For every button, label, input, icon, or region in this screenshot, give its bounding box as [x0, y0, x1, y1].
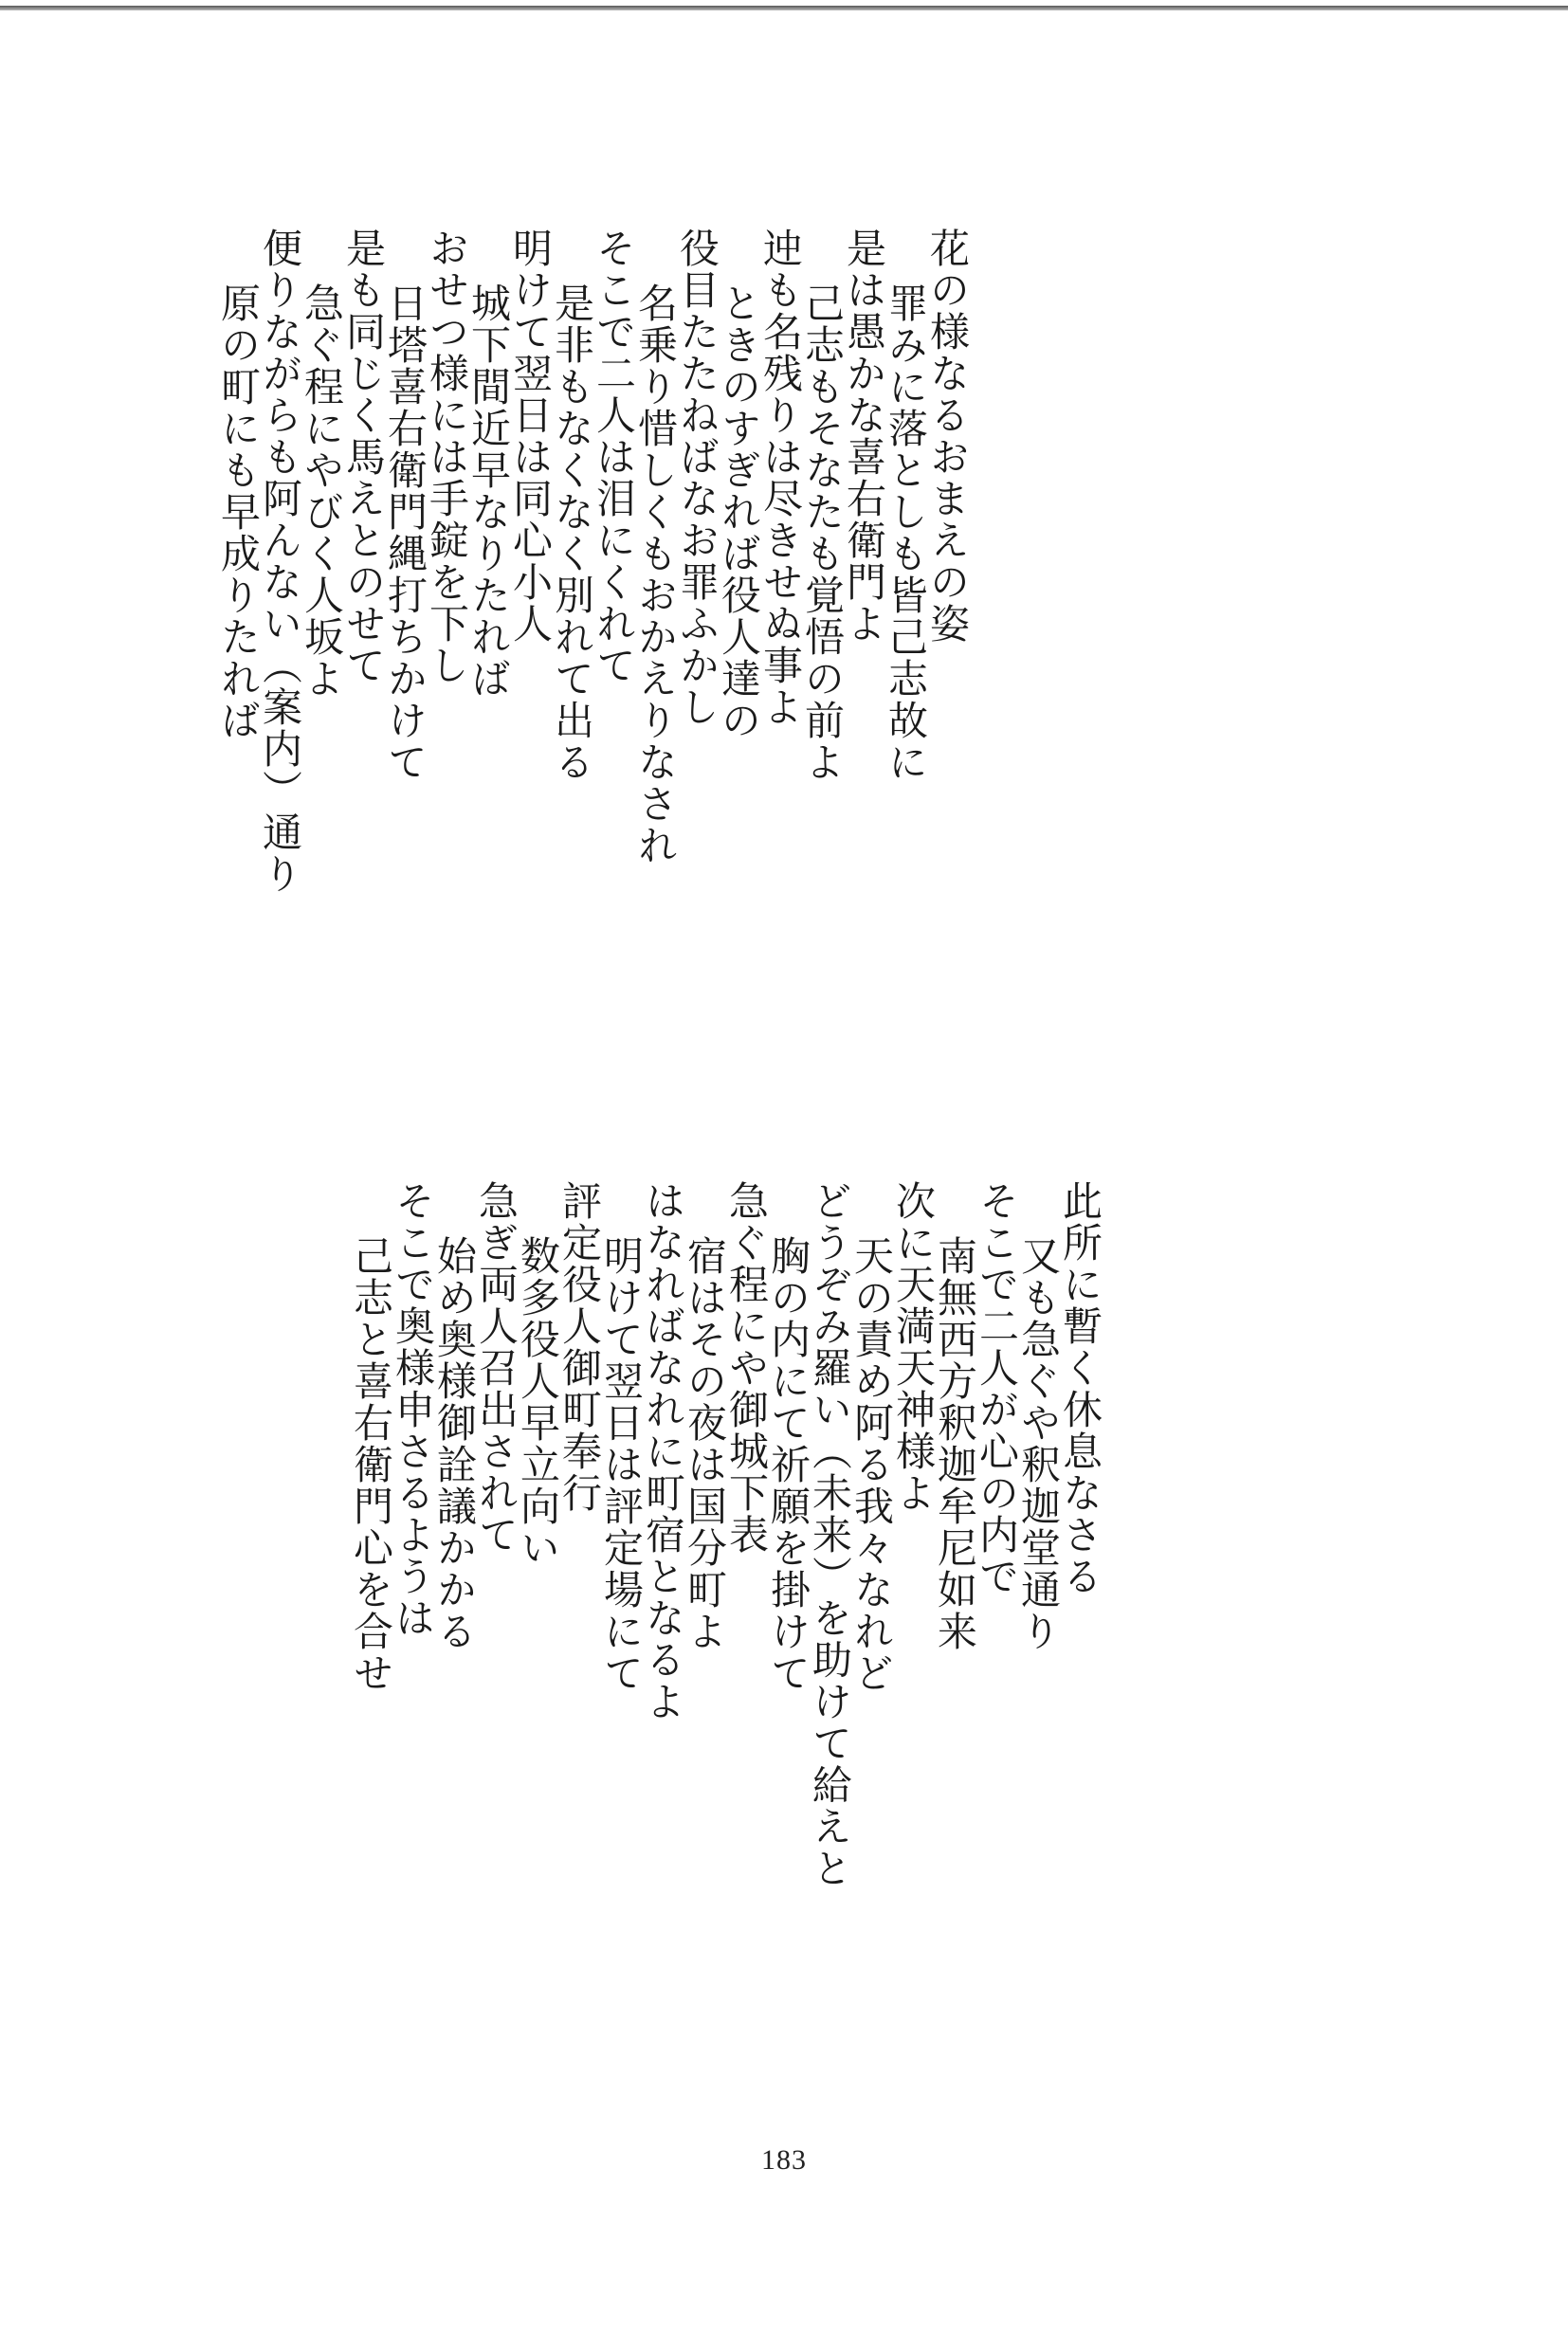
verse-line: そこで二人が心の内で [974, 1180, 1020, 1597]
verse-line: 役目たたねばなお罪ふかし [674, 228, 720, 728]
verse-line: 数多役人早立向い [515, 1235, 561, 1569]
verse-line: 己志と喜右衛門心を合せ [348, 1235, 394, 1694]
verse-line: 花の様なるおまえの姿 [924, 228, 971, 645]
verse-line: 是も同じく馬えとのせて [340, 228, 387, 686]
verse-line: 南無西方釈迦牟尼如来 [932, 1235, 978, 1652]
verse-line: 急ぐ程にやびく人坂よ [299, 282, 345, 700]
verse-line: 名乗り惜しくもおかえりなされ [632, 282, 679, 866]
verse-line: 又も急ぐや釈迦堂通り [1015, 1235, 1062, 1652]
verse-line: 始め奥様御詮議かかる [431, 1235, 478, 1652]
verse-line: 評定役人御町奉行 [556, 1180, 603, 1514]
top-rule [0, 6, 1568, 10]
verse-line: そこで奥様申さるようは [390, 1180, 436, 1639]
verse-line: 天の責め阿る我々なれど [848, 1235, 895, 1694]
verse-line: 此所に暫く休息なさる [1057, 1180, 1103, 1597]
stanza-upper [215, 228, 971, 948]
verse-line: 便りながらも阿んない（案内）通り [257, 228, 303, 895]
verse-line: 明けて翌日は同心小人 [507, 228, 554, 645]
stanza-lower [218, 1180, 1103, 1889]
verse-line: 明けて翌日は評定場にて [598, 1235, 645, 1694]
verse-line: どうぞみ羅い（未来）を助けて給えと [807, 1180, 853, 1889]
verse-line: 次に天満天神様よ [890, 1180, 937, 1514]
verse-line: はなればなれに町宿となるよ [640, 1180, 686, 1722]
verse-line: 原の町にも早成りたれば [215, 282, 262, 741]
verse-line: 日塔喜右衛門縄打ちかけて [382, 282, 428, 783]
verse-line: 罪みに落としも皆己志故に [883, 282, 929, 783]
verse-line: 己志もそなたも覚悟の前よ [799, 282, 846, 783]
verse-line: 胸の内にて祈願を掛けて [765, 1235, 811, 1694]
verse-line: 迚も名残りは尽きせぬ事よ [757, 228, 804, 728]
verse-line: 急ぐ程にや御城下表 [723, 1180, 770, 1556]
verse-line: 宿はその夜は国分町よ [682, 1235, 728, 1652]
verse-line: 城下間近早なりたれば [465, 282, 512, 700]
verse-line: 是は愚かな喜右衛門よ [841, 228, 887, 645]
verse-line: おせつ様には手錠を下し [424, 228, 470, 686]
page-number: 183 [761, 2144, 807, 2176]
verse-line: ときのすぎれば役人達の [716, 282, 762, 741]
verse-line: 急ぎ両人召出されて [473, 1180, 520, 1556]
verse-line: そこで二人は泪にくれて [591, 228, 637, 686]
verse-line: 是非もなくなく別れて出る [549, 282, 595, 783]
